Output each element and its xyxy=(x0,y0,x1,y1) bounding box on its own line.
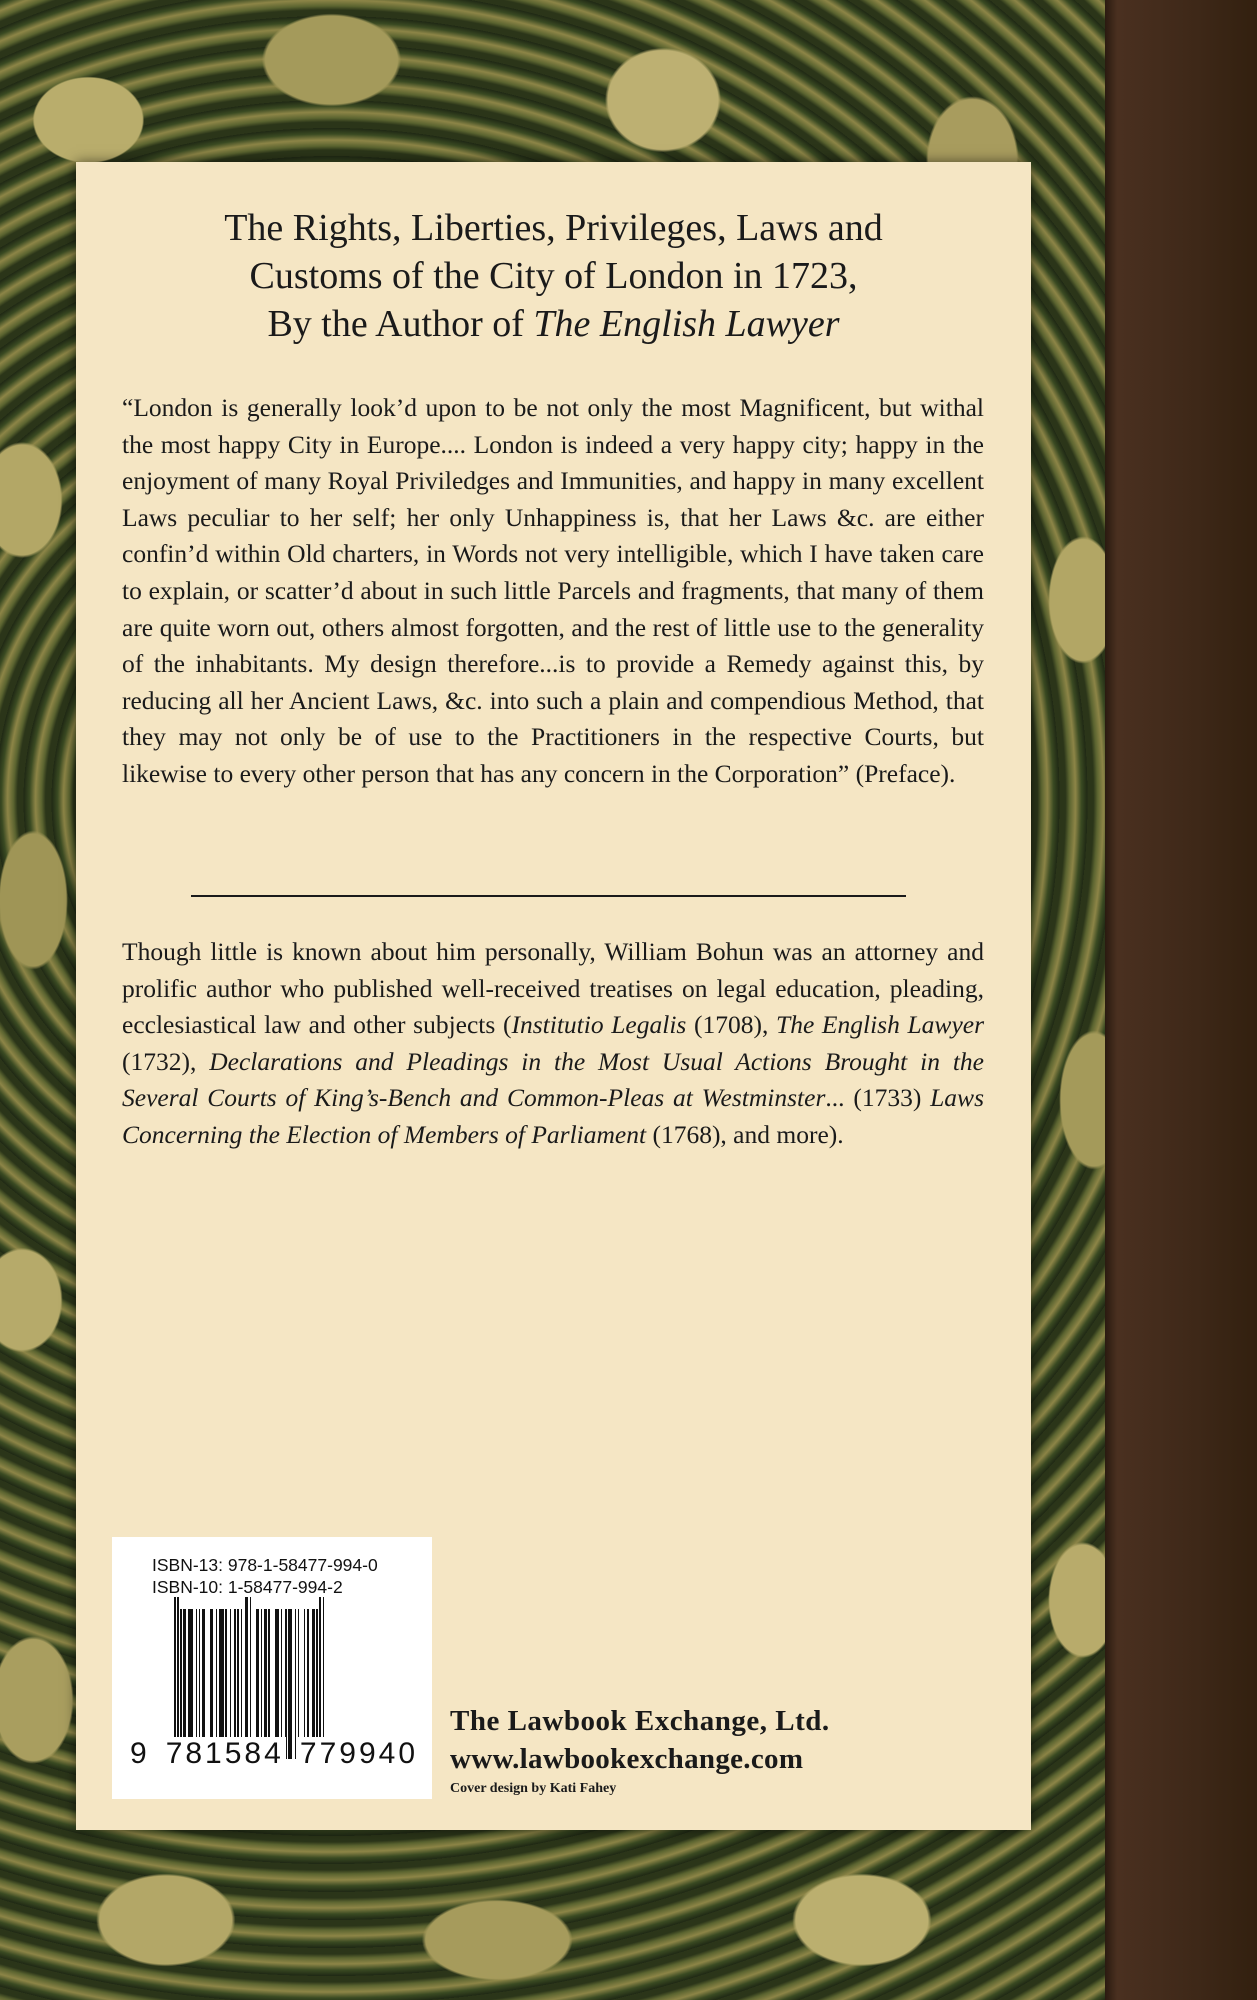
book-title xyxy=(76,204,1031,348)
barcode-digits xyxy=(130,1737,420,1771)
author-bio xyxy=(122,934,984,1154)
isbn-13: ISBN-13: 978-1-58477-994-0 xyxy=(152,1555,378,1575)
cover-credit: Cover design by Kati Fahey xyxy=(450,1781,617,1796)
back-cover-panel xyxy=(76,162,1031,1830)
book-spine xyxy=(1105,0,1257,2000)
barcode-digits-right: 779940 xyxy=(299,1737,418,1770)
publisher-name: The Lawbook Exchange, Ltd. xyxy=(450,1705,830,1737)
divider-rule xyxy=(191,895,906,897)
title-line-3 xyxy=(76,300,1031,348)
title-line-3-italic: The English Lawyer xyxy=(533,303,840,345)
title-line-1: The Rights, Liberties, Privileges, Laws and xyxy=(224,207,883,249)
publisher-block xyxy=(450,1702,830,1800)
barcode-stripe xyxy=(323,1597,325,1759)
barcode-digits-left: 781584 xyxy=(165,1737,284,1770)
preface-quote xyxy=(122,390,984,793)
barcode-digit-lead: 9 xyxy=(130,1737,150,1770)
title-line-2: Customs of the City of London in 1723, xyxy=(249,255,858,297)
bio-text: Though little is known about him personally, William Bohun was an attorney and prolific author who published well-received treatises on legal education, pleading, ecclesiastical law and other subjects (Institutio Legalis (1708), The English Lawyer (1732), Declarations and Pleadings in the Most Usual Actions Brought in the Several Courts of King’s-Bench and Common-Pleas at Westminster... (1733) Laws Concerning the Election of Members of Parliament (1768), and more). xyxy=(122,937,985,1149)
quote-text: “London is generally look’d upon to be not only the most Magnificent, but withal the most happy City in Europe.... London is indeed a very happy city; happy in the enjoyment of many Royal Priviledges and Immunities, and happy in many excellent Laws peculiar to her self; her only Unhappiness is, that her Laws &c. are either confin’d within Old charters, in Words not very intelligible, which I have taken care to explain, or scatter’d about in such little Parcels and fragments, that many of them are quite worn out, others almost forgotten, and the rest of little use to the generality of the inhabitants. My design therefore...is to provide a Remedy against this, by reducing all her Ancient Laws, &c. into such a plain and compendious Method, that they may not only be of use to the Practitioners in the respective Courts, but likewise to every other person that has any concern in the Corporation” (Preface). xyxy=(122,393,984,788)
barcode-box xyxy=(112,1537,432,1799)
publisher-url: www.lawbookexchange.com xyxy=(450,1743,804,1775)
title-line-3-prefix: By the Author of xyxy=(267,303,534,345)
isbn-10: ISBN-10: 1-58477-994-2 xyxy=(152,1577,343,1597)
